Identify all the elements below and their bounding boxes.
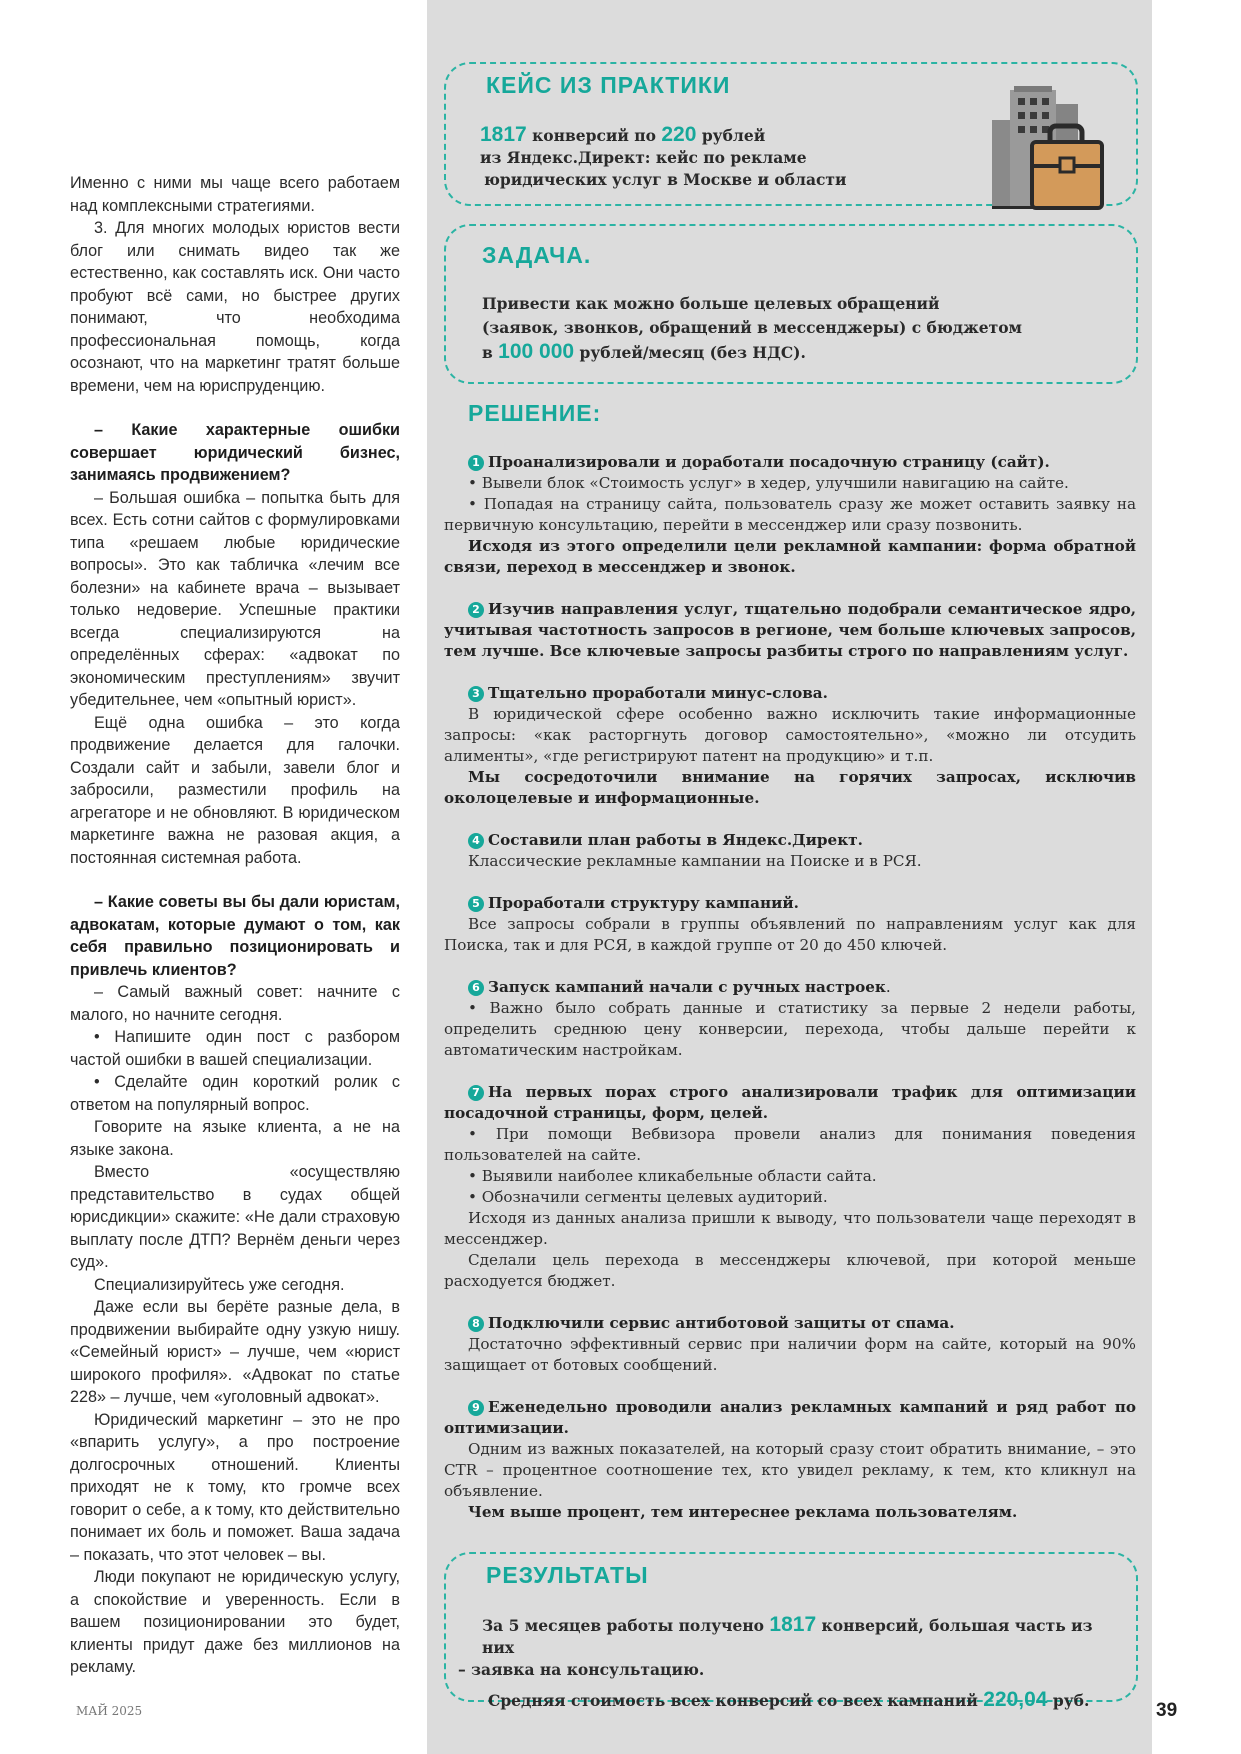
paragraph: Даже если вы берёте разные дела, в продвижении выбирайте одну узкую нишу. «Семейный юрист» – лучше, чем «юрист широкого профиля». «Адвокат по статье 228» – лучше, чем «уголовный адвокат». bbox=[70, 1298, 400, 1406]
paragraph: Одним из важных показателей, на который сразу стоит обратить внимание, – это CTR – процентное соотношение тех, кто увидел рекламу, к тем, кто кликнул на объявление. bbox=[444, 1440, 1136, 1500]
solution-steps bbox=[444, 452, 1136, 1523]
paragraph: Исходя из этого определили цели рекламной кампании: форма обратной связи, переход в мессенджер и звонок. bbox=[444, 537, 1136, 576]
paragraph: Говорите на языке клиента, а не на языке закона. bbox=[70, 1118, 400, 1159]
step-8-heading: 8 Подключили сервис антиботовой защиты от спама. bbox=[444, 1313, 1136, 1334]
paragraph: Юридический маркетинг – это не про «впарить услугу», а про построение долгосрочных отношений. Клиенты приходят не к тому, кто громче всех говорит о себе, а к тому, кто действительно понимает их боль и поможет. Ваша задача – показать, что этот человек – вы. bbox=[70, 1410, 400, 1564]
number-icon: 4 bbox=[468, 833, 484, 849]
results-title: РЕЗУЛЬТАТЫ bbox=[486, 1562, 649, 1588]
paragraph: • Важно было собрать данные и статистику за первые 2 недели работы, определить среднюю цену конверсии, перехода, чтобы дальше перейти к автоматическим настройкам. bbox=[444, 999, 1136, 1059]
case-summary: 1817 конверсий по 220 рублей из Яндекс.Директ: кейс по рекламе юридических услуг в Москве и области bbox=[480, 123, 847, 189]
number-icon: 5 bbox=[468, 896, 484, 912]
step-5-heading: 5 Проработали структуру кампаний. bbox=[444, 893, 1136, 914]
number-icon: 3 bbox=[468, 686, 484, 702]
building-briefcase-icon bbox=[986, 82, 1122, 214]
paragraph: • Выявили наиболее кликабельные области сайта. bbox=[468, 1167, 877, 1185]
paragraph: – Самый важный совет: начните с малого, но начните сегодня. bbox=[70, 983, 400, 1024]
paragraph: В юридической сфере особенно важно исключить такие информационные запросы: «как расторгнуть договор самостоятельно», «можно ли отсудить алименты», «где регистрируют патент на продукцию» и т.п. bbox=[444, 705, 1136, 765]
paragraph: • Обозначили сегменты целевых аудиторий. bbox=[468, 1188, 828, 1206]
interview-question: – Какие советы вы бы дали юристам, адвокатам, которые думают о том, как себя правильно позиционировать и привлечь клиентов? bbox=[70, 893, 400, 979]
step-7-heading: 7 На первых порах строго анализировали трафик для оптимизации посадочной страницы, форм, целей. bbox=[444, 1083, 1136, 1122]
step-3-heading: 3 Тщательно проработали минус-слова. bbox=[444, 683, 1136, 704]
paragraph: Достаточно эффективный сервис при наличии форм на сайте, который на 90% защищает от ботовых сообщений. bbox=[444, 1335, 1136, 1374]
number-icon: 8 bbox=[468, 1316, 484, 1332]
number-icon: 7 bbox=[468, 1085, 484, 1101]
interview-column bbox=[70, 172, 400, 1679]
interview-question: – Какие характерные ошибки совершает юридический бизнес, занимаясь продвижением? bbox=[70, 421, 400, 484]
paragraph: Вместо «осуществляю представительство в судах общей юрисдикции» скажите: «Не дали страховую выплату после ДТП? Вернём деньги через суд». bbox=[70, 1163, 400, 1271]
step-4-heading: 4 Составили план работы в Яндекс.Директ. bbox=[444, 830, 1136, 851]
paragraph: Чем выше процент, тем интереснее реклама пользователям. bbox=[468, 1503, 1018, 1521]
number-icon: 9 bbox=[468, 1400, 484, 1416]
paragraph: • Вывели блок «Стоимость услуг» в хедер, улучшили навигацию на сайте. bbox=[468, 474, 1069, 492]
paragraph: • Попадая на страницу сайта, пользователь сразу же может оставить заявку на первичную консультацию, перейти в мессенджер или сразу позвонить. bbox=[444, 495, 1136, 534]
task-title: ЗАДАЧА. bbox=[482, 242, 592, 268]
paragraph: • При помощи Вебвизора провели анализ для понимания поведения пользователей на сайте. bbox=[444, 1125, 1136, 1164]
page-number: 39 bbox=[1156, 1700, 1178, 1721]
step-1-heading: 1 Проанализировали и доработали посадочную страницу (сайт). bbox=[444, 452, 1136, 473]
paragraph: • Сделайте один короткий ролик с ответом на популярный вопрос. bbox=[70, 1073, 400, 1114]
paragraph: • Напишите один пост с разбором частой ошибки в вашей специализации. bbox=[70, 1028, 400, 1069]
solution-title: РЕШЕНИЕ: bbox=[468, 400, 602, 426]
case-title: КЕЙС ИЗ ПРАКТИКИ bbox=[486, 72, 731, 98]
paragraph: 3. Для многих молодых юристов вести блог или снимать видео так же естественно, как составлять иск. Они часто пробуют всё сами, но быстрее других понимают, что необходима профессиональная помощь, когда осознают, что на маркетинг тратят больше времени, чем на юриспруденцию. bbox=[70, 219, 400, 395]
paragraph: Мы сосредоточили внимание на горячих запросах, исключив околоцелевые и информационные. bbox=[444, 768, 1136, 807]
paragraph: Специализируйтесь уже сегодня. bbox=[94, 1275, 345, 1294]
paragraph: Классические рекламные кампании на Поиске и в РСЯ. bbox=[468, 852, 922, 870]
paragraph: – Большая ошибка – попытка быть для всех. Есть сотни сайтов с формулировками типа «решаем любые юридические вопросы». Это как табличка «лечим все болезни» на кабинете врача – вызывает только недоверие. Успешные практики всегда специализируются на определённых сферах: «адвокат по экономическим преступлениям» звучит убедительнее, чем «опытный юрист». bbox=[70, 488, 400, 709]
issue-date: МАЙ 2025 bbox=[76, 1704, 143, 1718]
paragraph: Ещё одна ошибка – это когда продвижение делается для галочки. Создали сайт и забыли, завели блог и забросили, разместили профиль на агрегаторе и не обновляют. В юридическом маркетинге важна не разовая акция, а постоянная системная работа. bbox=[70, 713, 400, 867]
step-6-heading: 6 Запуск кампаний начали с ручных настроек. bbox=[444, 977, 1136, 998]
results-text: За 5 месяцев работы получено 1817 конверсий, большая часть из них – заявка на консультацию. Средняя стоимость всех конверсий со всех кампаний 220,04 руб. bbox=[458, 1613, 1093, 1711]
paragraph: Люди покупают не юридическую услугу, а спокойствие и уверенность. Если в вашем позиционировании это будет, клиенты придут даже без миллионов на рекламу. bbox=[70, 1568, 400, 1676]
step-9-heading: 9 Еженедельно проводили анализ рекламных кампаний и ряд работ по оптимизации. bbox=[444, 1398, 1136, 1437]
number-icon: 1 bbox=[468, 455, 484, 471]
number-icon: 6 bbox=[468, 980, 484, 996]
paragraph: Именно с ними мы чаще всего работаем над комплексными стратегиями. bbox=[70, 174, 400, 215]
paragraph: Исходя из данных анализа пришли к выводу, что пользователи чаще переходят в мессенджер. bbox=[444, 1209, 1136, 1248]
number-icon: 2 bbox=[468, 602, 484, 618]
paragraph: Сделали цель перехода в мессенджеры ключевой, при которой меньше расходуется бюджет. bbox=[444, 1251, 1136, 1290]
task-text: Привести как можно больше целевых обращений (заявок, звонков, обращений в мессенджеры) с бюджетом в 100 000 рублей/месяц (без НДС). bbox=[482, 294, 1023, 363]
step-2-heading: 2 Изучив направления услуг, тщательно подобрали семантическое ядро, учитывая частотность запросов в регионе, чем больше ключевых запросов, тем лучше. Все ключевые запросы разбиты строго по направлениям услуг. bbox=[444, 600, 1136, 660]
paragraph: Все запросы собрали в группы объявлений по направлениям услуг как для Поиска, так и для РСЯ, в каждой группе от 20 до 450 ключей. bbox=[444, 915, 1136, 954]
